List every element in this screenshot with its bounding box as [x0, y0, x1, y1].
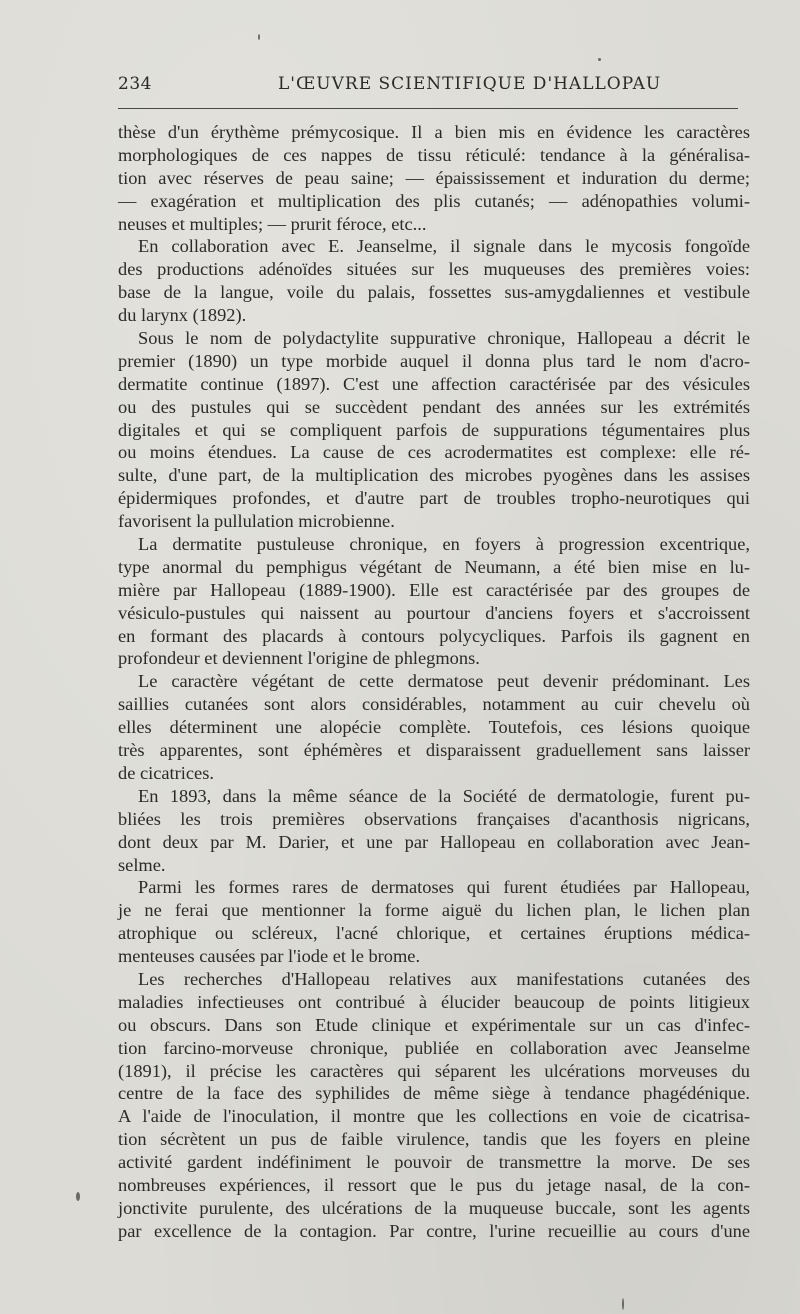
text-line: A l'aide de l'inoculation, il montre que les collections en voie de cicatrisa- — [118, 1106, 750, 1127]
text-line: neuses et multiples; — prurit féroce, etc... — [118, 213, 427, 234]
body-text — [118, 121, 750, 1243]
text-line: type anormal du pemphigus végétant de Neumann, a été bien mise en lu- — [118, 556, 750, 577]
text-line: base de la langue, voile du palais, fossettes sus-amygdaliennes et vestibule — [118, 282, 750, 303]
text-line: elles déterminent une alopécie complète. Toutefois, ces lésions quoique — [118, 717, 750, 738]
text-line: dont deux par M. Darier, et une par Hallopeau en collaboration avec Jean- — [118, 831, 750, 852]
text-line: très apparentes, sont éphémères et disparaissent graduellement sans laisser — [118, 740, 750, 761]
header-rule — [118, 108, 738, 109]
text-line: mière par Hallopeau (1889-1900). Elle est caractérisée par des groupes de — [118, 579, 750, 600]
text-line: tion sécrètent un pus de faible virulence, tandis que les foyers en pleine — [118, 1129, 750, 1150]
text-line: saillies cutanées sont alors considérables, notamment au cuir chevelu où — [118, 694, 750, 715]
text-line: ou obscurs. Dans son Etude clinique et expérimentale sur un cas d'infec- — [118, 1014, 750, 1035]
paper-speck — [598, 58, 601, 61]
text-line: nombreuses expériences, il ressort que le pus du jetage nasal, de la con- — [118, 1174, 750, 1195]
text-line: selme. — [118, 854, 166, 875]
text-line: Les recherches d'Hallopeau relatives aux manifestations cutanées des — [138, 968, 750, 989]
text-line: Parmi les formes rares de dermatoses qui furent étudiées par Hallopeau, — [138, 877, 750, 898]
page-header — [118, 74, 738, 102]
running-head: L'ŒUVRE SCIENTIFIQUE D'HALLOPAU — [278, 74, 662, 94]
text-line: en formant des placards à contours polycycliques. Parfois ils gagnent en — [118, 625, 750, 646]
text-line: profondeur et deviennent l'origine de phlegmons. — [118, 648, 480, 669]
text-line: centre de la face des syphilides de même siège à tendance phagédénique. — [118, 1083, 750, 1104]
text-line: dermatite continue (1897). C'est une affection caractérisée par des vésicules — [118, 373, 750, 394]
paper-speck — [258, 34, 260, 40]
text-line: — exagération et multiplication des plis cutanés; — adénopathies volumi- — [118, 190, 750, 211]
text-line: maladies infectieuses ont contribué à élucider beaucoup de points litigieux — [118, 991, 750, 1012]
text-line: En collaboration avec E. Jeanselme, il signale dans le mycosis fongoïde — [138, 236, 750, 257]
text-line: tion farcino-morveuse chronique, publiée en collaboration avec Jeanselme — [118, 1037, 750, 1058]
text-line: des productions adénoïdes situées sur les muqueuses des premières voies: — [118, 259, 750, 280]
text-line: bliées les trois premières observations françaises d'acanthosis nigricans, — [118, 808, 750, 829]
text-line: (1891), il précise les caractères qui séparent les ulcérations morveuses du — [118, 1060, 750, 1081]
text-line: favorisent la pullulation microbienne. — [118, 511, 395, 532]
text-line: activité gardent indéfiniment le pouvoir de transmettre la morve. De ses — [118, 1152, 750, 1173]
text-line: épidermiques profondes, et d'autre part de troubles tropho-neurotiques qui — [118, 488, 750, 509]
paper-speck — [622, 1298, 624, 1310]
text-line: jonctivite purulente, des ulcérations de la muqueuse buccale, sont les agents — [118, 1197, 750, 1218]
text-line: La dermatite pustuleuse chronique, en foyers à progression excentrique, — [138, 534, 750, 555]
paper-speck — [76, 1192, 80, 1201]
text-line: ou des pustules qui se succèdent pendant des années sur les extrémités — [118, 396, 750, 417]
text-line: je ne ferai que mentionner la forme aiguë du lichen plan, le lichen plan — [118, 900, 750, 921]
text-line: tion avec réserves de peau saine; — épaississement et induration du derme; — [118, 167, 750, 188]
text-line: menteuses causées par l'iode et le brome. — [118, 946, 421, 967]
page-number: 234 — [118, 74, 152, 94]
text-line: Le caractère végétant de cette dermatose peut devenir prédominant. Les — [138, 671, 750, 692]
text-line: digitales et qui se compliquent parfois de suppurations tégumentaires plus — [118, 419, 750, 440]
text-line: thèse d'un érythème prémycosique. Il a bien mis en évidence les caractères — [118, 122, 750, 142]
text-line: sulte, d'une part, de la multiplication des microbes pyogènes dans les assises — [118, 465, 750, 486]
text-line: de cicatrices. — [118, 762, 214, 783]
text-line: En 1893, dans la même séance de la Société de dermatologie, furent pu- — [138, 785, 750, 806]
text-line: par excellence de la contagion. Par contre, l'urine recueillie au cours d'une — [118, 1220, 750, 1241]
text-line: Sous le nom de polydactylite suppurative chronique, Hallopeau a décrit le — [138, 328, 750, 349]
text-line: premier (1890) un type morbide auquel il donna plus tard le nom d'acro- — [118, 350, 750, 371]
text-line: morphologiques de ces nappes de tissu réticulé: tendance à la généralisa- — [118, 144, 750, 165]
text-line: du larynx (1892). — [118, 305, 247, 326]
text-line: ou moins étendues. La cause de ces acrodermatites est complexe: elle ré- — [118, 442, 750, 463]
text-line: vésiculo-pustules qui naissent au pourtour d'anciens foyers et s'accroissent — [118, 602, 750, 623]
text-line: atrophique ou scléreux, l'acné chlorique, et certaines éruptions médica- — [118, 923, 750, 944]
